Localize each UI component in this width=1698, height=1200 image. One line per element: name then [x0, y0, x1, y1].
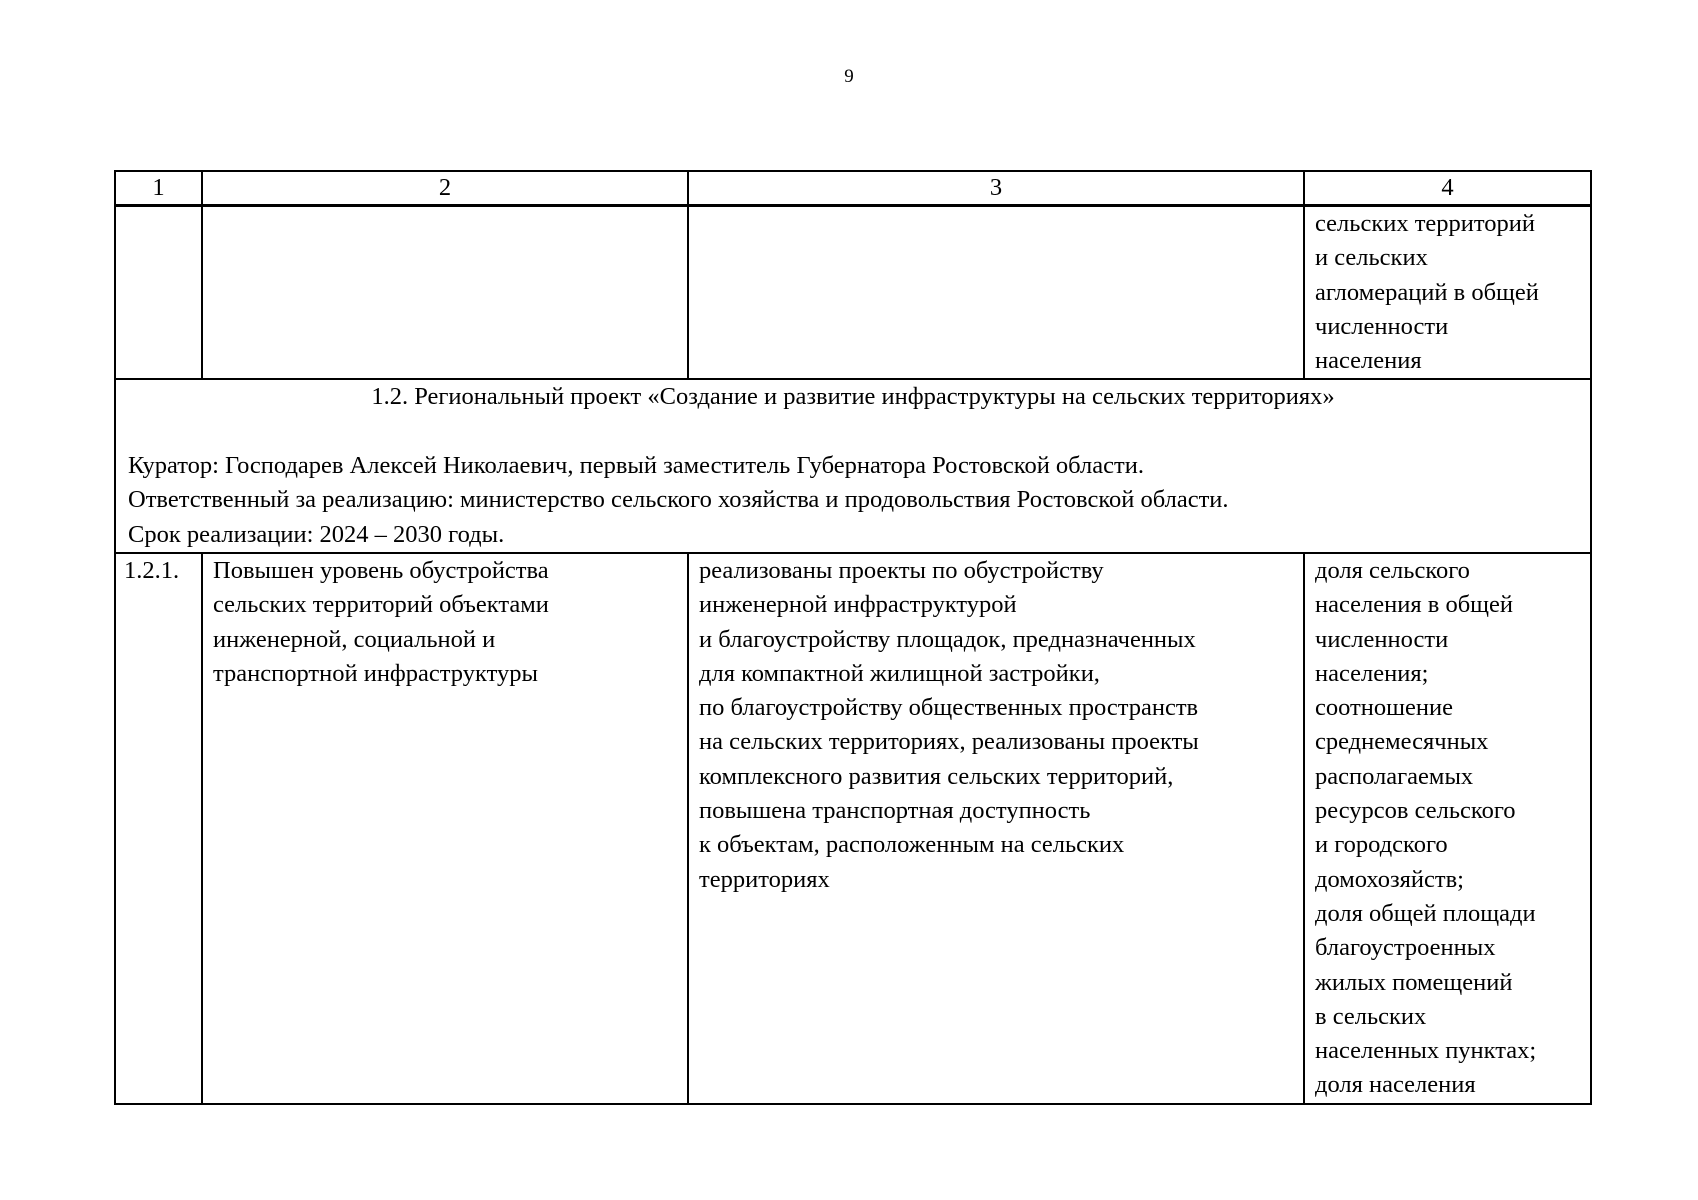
continuation-cell-3 — [688, 206, 1304, 380]
page-number: 9 — [844, 66, 854, 87]
table-row — [115, 553, 1591, 1104]
column-header-2: 2 — [202, 171, 688, 206]
continuation-indicator-cell: сельских территорий и сельских агломераций в общей численности населения — [1304, 206, 1591, 380]
section-title: 1.2. Региональный проект «Создание и развитие инфраструктуры на сельских территориях» — [371, 383, 1335, 411]
section-row — [115, 379, 1591, 552]
column-header-3: 3 — [688, 171, 1304, 206]
document-table — [114, 170, 1592, 1105]
continuation-cell-1 — [115, 206, 202, 380]
table-row — [115, 206, 1591, 380]
item-effects: реализованы проекты по обустройству инженерной инфраструктурой и благоустройству площадок, предназначенных для компактной жилищной застройки, по благоустройству общественных пространств на сельских территориях, реализованы проекты комплексного развития сельских территорий, повышена транспортная доступность к объектам, расположенным на сельских территориях — [688, 553, 1304, 1104]
item-number: 1.2.1. — [115, 553, 202, 1104]
continuation-cell-2 — [202, 206, 688, 380]
section-spacer — [128, 415, 1578, 449]
item-task: Повышен уровень обустройства сельских территорий объектами инженерной, социальной и транспортной инфраструктуры — [202, 553, 688, 1104]
column-header-4: 4 — [1304, 171, 1591, 206]
section-curator: Куратор: Господарев Алексей Николаевич, первый заместитель Губернатора Ростовской области. — [128, 452, 1144, 480]
section-cell — [115, 379, 1591, 552]
section-responsible: Ответственный за реализацию: министерство сельского хозяйства и продовольствия Ростовской области. — [128, 486, 1229, 514]
column-header-1: 1 — [115, 171, 202, 206]
table-header-row — [115, 171, 1591, 206]
section-term: Срок реализации: 2024 – 2030 годы. — [128, 520, 505, 548]
item-indicators: доля сельского населения в общей численности населения; соотношение среднемесячных располагаемых ресурсов сельского и городского домохозяйств; доля общей площади благоустроенных жилых помещений в сельских населенных пунктах; доля населения — [1304, 553, 1591, 1104]
